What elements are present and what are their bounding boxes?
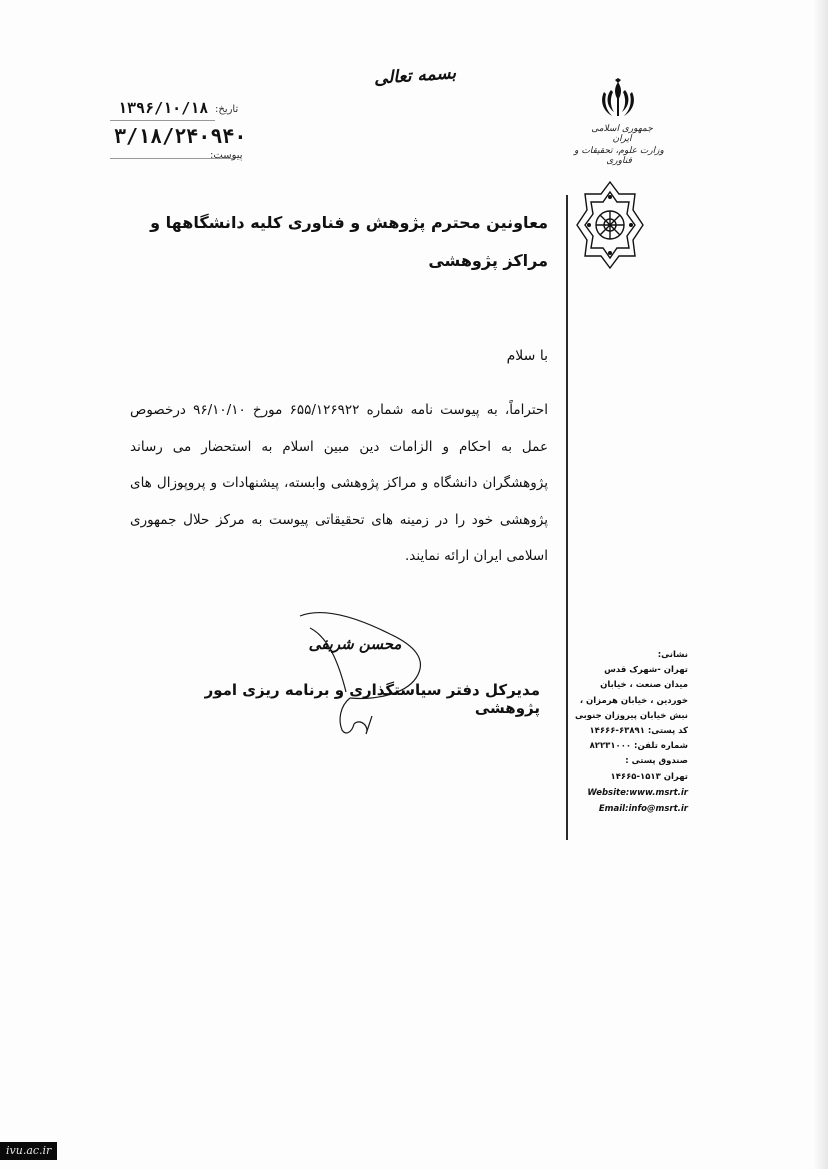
po-box-label: صندوق پستی : [625,756,688,767]
website: Website:www.msrt.ir [587,787,688,798]
margin-divider-line [566,195,568,840]
date-field-line [110,120,215,121]
phone-number: شماره تلفن: ۸۲۲۳۱۰۰۰ [589,741,688,752]
email: Email:info@msrt.ir [598,804,688,815]
handwritten-signature [280,608,430,743]
address-label: نشانی: [657,650,688,660]
recipient-line: معاونین محترم پژوهش و فناوری کلیه دانشگاهها و مراکز پژوهشی [150,213,548,270]
letter-body: احتراماً، به پیوست نامه شماره ۶۵۵/۱۲۶۹۲۲ مورخ ۹۶/۱۰/۱۰ درخصوص عمل به احکام و الزامات دین مبین اسلام به استحضار می رساند پژوهشگران دانشگاه و مراکز پژوهشی وابسته، پیشنهادات و پروپوزال های پژوهشی خود را در زمینه های تحقیقاتی پیوست به مرکز حلال جمهوری اسلامی ایران ارائه نمایند. [130,402,549,564]
org-name-line2: وزارت علوم، تحقیقات و فناوری [574,146,664,166]
watermark-badge: ivu.ac.ir [0,1142,57,1160]
iran-emblem-icon [598,78,638,124]
postal-code: کد پستی: ۶۳۸۹۱-۱۴۶۶۶ [589,726,688,737]
signatory-name: محسن شریفی [308,635,402,653]
signatory-title: مدیرکل دفتر سیاستگذاری و برنامه ریزی امور پژوهشی [204,681,540,717]
greeting: با سلام [506,348,548,364]
address-block [575,648,688,817]
address-line2: میدان صنعت ، خیابان [600,680,688,691]
po-box: تهران ۱۵۱۳-۱۴۶۶۵ [610,771,688,782]
bismillah-heading: بسمه تعالی [373,63,457,89]
attachment-label: پیوست: [210,150,243,161]
org-name-line1: جمهوری اسلامی ایران [591,124,653,144]
page-edge-shadow [812,0,828,1169]
islamic-ornament-icon [575,180,645,270]
date-label: تاریخ: [215,104,239,115]
address-line1: تهران -شهرک قدس [604,665,688,676]
address-line3: خوردین ، خیابان هرمزان ، [579,695,688,706]
date-value: ۱۳۹۶/۱۰/۱۸ [118,99,209,117]
letter-number-value: ۳/۱۸/۲۴۰۹۴۰ [114,124,247,148]
address-line4: نبش خیابان پیروزان جنوبی [575,710,688,721]
